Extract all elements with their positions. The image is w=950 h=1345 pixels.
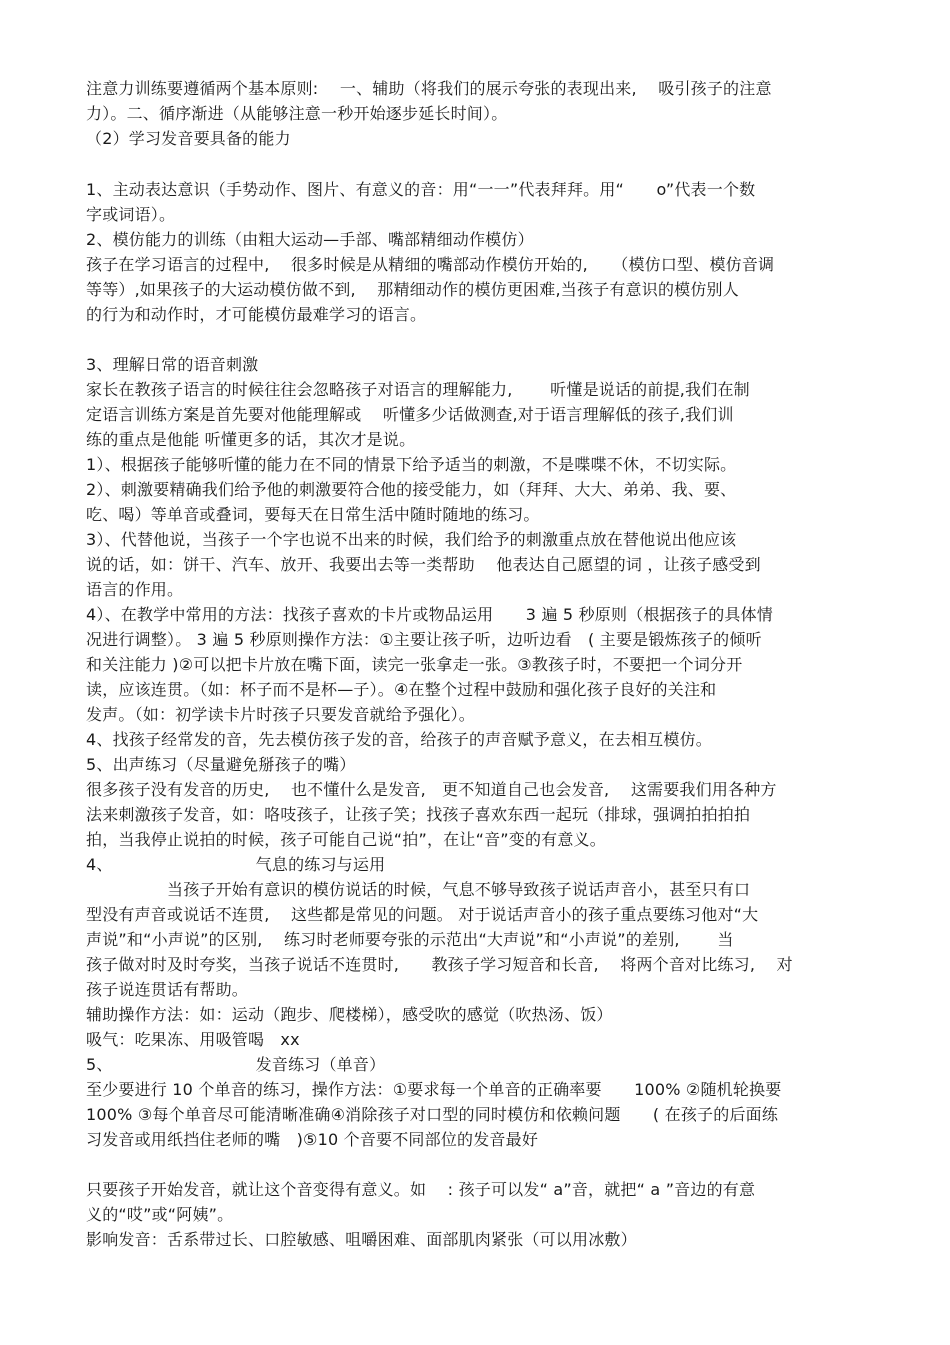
text-line: 4、找孩子经常发的音，先去模仿孩子发的音，给孩子的声音赋予意义，在去相互模仿。 — [86, 730, 712, 749]
text-line: 2）、刺激要精确我们给予他的刺激要符合他的接受能力，如（拜拜、大大、弟弟、我、要、 — [86, 480, 737, 499]
text-line: 拍，当我停止说拍的时候，孩子可能自己说“拍”，在让“音”变的有意义。 — [86, 830, 606, 849]
text-line: 说的话，如：饼干、汽车、放开、我要出去等一类帮助 他表达自己愿望的词 ，让孩子感受到 — [86, 555, 761, 574]
text-line: 的行为和动作时，才可能模仿最难学习的语言。 — [86, 305, 427, 324]
text-line: 和关注能力 )②可以把卡片放在嘴下面，读完一张拿走一张。③教孩子时，不要把一个词分开 — [86, 655, 743, 674]
text-line: 字或词语）。 — [86, 205, 176, 224]
section-heading: 4、 气息的练习与运用 — [86, 855, 386, 874]
text-line: 读，应该连贯。（如：杯子而不是杯—子）。④在整个过程中鼓励和强化孩子良好的关注和 — [86, 680, 717, 699]
text-line: 孩子在学习语言的过程中, 很多时候是从精细的嘴部动作模仿开始的, （模仿口型、模仿音调 — [86, 255, 775, 274]
section-heading: （2）学习发音要具备的能力 — [86, 129, 291, 148]
text-line: 100% ③每个单音尽可能清晰准确④消除孩子对口型的同时模仿和依赖问题 ( 在孩子的后面练 — [86, 1105, 779, 1124]
text-line: 义的“哎”或“阿姨”。 — [86, 1205, 234, 1224]
text-line: 4）、在教学中常用的方法：找孩子喜欢的卡片或物品运用 3 遍 5 秒原则（根据孩子的具体情 — [86, 605, 773, 624]
text-line: 定语言训练方案是首先要对他能理解或 听懂多少话做测查,对于语言理解低的孩子,我们训 — [86, 405, 734, 424]
text-line: 吃、喝）等单音或叠词，要每天在日常生活中随时随地的练习。 — [86, 505, 540, 524]
text-line: 吸气：吃果冻、用吸管喝 xx — [86, 1030, 300, 1049]
text-line: 语言的作用。 — [86, 580, 184, 599]
section-heading: 5、 发音练习（单音） — [86, 1055, 386, 1074]
section-heading: 3、理解日常的语音刺激 — [86, 355, 259, 374]
text-line: 发声。（如：初学读卡片时孩子只要发音就给予强化）。 — [86, 705, 476, 724]
section-heading: 2、模仿能力的训练（由粗大运动—手部、嘴部精细动作模仿） — [86, 230, 534, 249]
text-line: 等等）,如果孩子的大运动模仿做不到, 那精细动作的模仿更困难,当孩子有意识的模仿别人 — [86, 280, 739, 299]
text-line: 至少要进行 10 个单音的练习，操作方法：①要求每一个单音的正确率要 100% ②随机轮换要 — [86, 1080, 782, 1099]
text-line: 况进行调整）。 3 遍 5 秒原则操作方法：①主要让孩子听，边听边看 ( 主要是锻炼孩子的倾听 — [86, 630, 762, 649]
text-line: 声说”和“小声说”的区别, 练习时老师要夸张的示范出“大声说”和“小声说”的差别, 当 — [86, 930, 734, 949]
text-line: 练的重点是他能 听懂更多的话，其次才是说。 — [86, 430, 416, 449]
text-line: 1）、根据孩子能够听懂的能力在不同的情景下给予适当的刺激，不是喋喋不休，不切实际。 — [86, 455, 737, 474]
text-line: 家长在教孩子语言的时候往往会忽略孩子对语言的理解能力, 听懂是说话的前提,我们在制 — [86, 380, 750, 399]
text-line: 当孩子开始有意识的模仿说话的时候，气息不够导致孩子说话声音小，甚至只有口 — [86, 880, 751, 899]
text-line: 影响发音：舌系带过长、口腔敏感、咀嚼困难、面部肌肉紧张（可以用冰敷） — [86, 1230, 637, 1249]
text-line: 孩子做对时及时夸奖，当孩子说话不连贯时, 教孩子学习短音和长音, 将两个音对比练习, 对 — [86, 955, 793, 974]
text-line: 3）、代替他说，当孩子一个字也说不出来的时候，我们给予的刺激重点放在替他说出他应该 — [86, 530, 737, 549]
text-line: 只要孩子开始发音，就让这个音变得有意义。如 : 孩子可以发“ a”音，就把“ a ”音边的有意 — [86, 1180, 756, 1199]
text-line: 力）。二、循序渐进（从能够注意一秒开始逐步延长时间）。 — [86, 104, 508, 123]
text-line: 型没有声音或说话不连贯, 这些都是常见的问题。 对于说话声音小的孩子重点要练习他对“大 — [86, 905, 759, 924]
text-line: 习发音或用纸挡住老师的嘴 )⑤10 个音要不同部位的发音最好 — [86, 1130, 539, 1149]
text-line: 很多孩子没有发音的历史, 也不懂什么是发音, 更不知道自己也会发音, 这需要我们用各种方 — [86, 780, 777, 799]
text-line: 孩子说连贯话有帮助。 — [86, 980, 249, 999]
text-line: 辅助操作方法：如：运动（跑步、爬楼梯），感受吹的感觉（吹热汤、饭） — [86, 1005, 613, 1024]
section-heading: 5、出声练习（尽量避免掰孩子的嘴） — [86, 755, 356, 774]
text-line: 注意力训练要遵循两个基本原则: 一、辅助（将我们的展示夸张的表现出来, 吸引孩子的注意 — [86, 79, 772, 98]
text-line: 法来刺激孩子发音，如：咯吱孩子，让孩子笑；找孩子喜欢东西一起玩（排球，强调拍拍拍拍 — [86, 805, 751, 824]
text-line: 1、主动表达意识（手势动作、图片、有意义的音：用“一一”代表拜拜。用“ o”代表一个数 — [86, 180, 756, 199]
